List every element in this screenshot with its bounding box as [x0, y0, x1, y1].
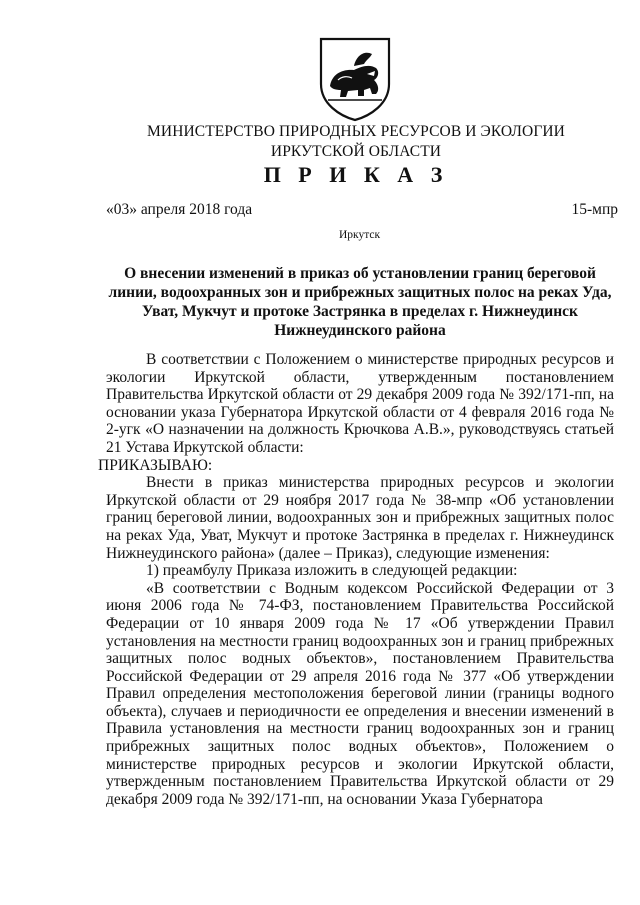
new-preamble-paragraph: «В соответствии с Водным кодексом Российской Федерации от 3 июня 2006 года № 74-ФЗ, постановлением Правительства Российской Федерации от 10 января 2009 года № 17 «Об утверждении Правил установления на местности границ водоохранных зон и границ прибрежных защитных полос водных объектов», постановлением Правительства Российской Федерации от 29 апреля 2016 года № 377 «Об утверждении Правил определения местоположения береговой линии (границы водного объекта), случаев и периодичности ее определения и внесении изменений в Правила установления на местности границ водоохранных зон и границ прибрежных защитных полос водных объектов», Положением о министерстве природных ресурсов и экологии Иркутской области, утвержденным постановлением Правительства Иркутской области от 29 декабря 2009 года № 392/171-пп, на основании Указа Губернатора — [106, 579, 614, 808]
document-title: П Р И К А З — [263, 162, 449, 187]
amendment-paragraph: Внести в приказ министерства природных ресурсов и экологии Иркутской области от 29 ноября 2017 года № 38-мпр «Об установлении границ береговой линии, водоохранных зон и прибрежных защитных полос на реках Уда, Уват, Мукчут и протоке Застрянка в пределах г. Нижнеудинск Нижнеудинского района» (далее – Приказ), следующие изменения: — [106, 474, 614, 562]
order-date: «03» апреля 2018 года — [106, 201, 253, 218]
order-subject: О внесении изменений в приказ об установлении границ береговой линии, водоохранных зон и прибрежных защитных полос на реках Уда, Уват, Мукчут и протоке Застрянка в пределах г. Нижнеудинск Нижнеудинского района — [108, 265, 612, 339]
issue-city: Иркутск — [339, 229, 381, 241]
ministry-name-line2: ИРКУТСКОЙ ОБЛАСТИ — [270, 143, 442, 160]
preamble-paragraph: В соответствии с Положением о министерстве природных ресурсов и экологии Иркутской области, утвержденным постановлением Правительства Иркутской области от 29 декабря 2009 года № 392/171-пп, на основании указа Губернатора Иркутской области от 4 февраля 2016 года № 2-угк «О назначении на должность Крючкова А.В.», руководствуясь статьей 21 Устава Иркутской области: — [106, 351, 614, 456]
order-body — [98, 351, 614, 808]
order-word: ПРИКАЗЫВАЮ: — [98, 456, 213, 474]
item-1-paragraph: 1) преамбулу Приказа изложить в следующей редакции: — [146, 562, 518, 580]
order-number: 15-мпр — [571, 201, 618, 218]
ministry-name-line1: МИНИСТЕРСТВО ПРИРОДНЫХ РЕСУРСОВ И ЭКОЛОГИИ — [147, 123, 565, 140]
coat-of-arms-icon — [318, 36, 392, 122]
